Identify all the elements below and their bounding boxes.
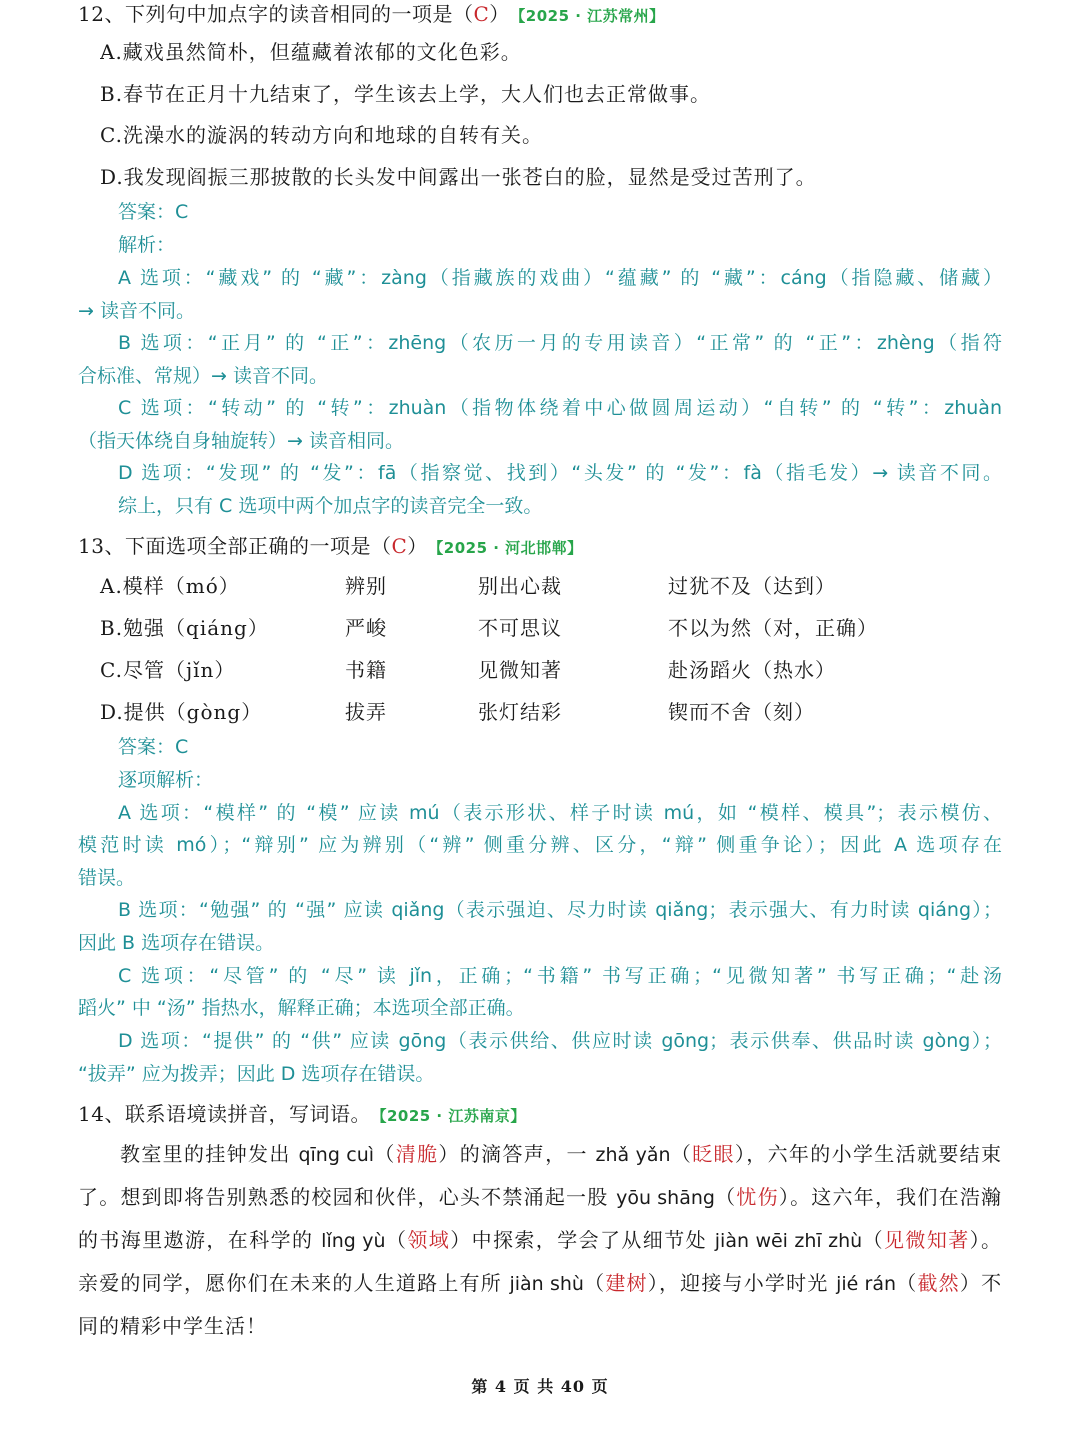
q13-option-row-a (100, 572, 1000, 602)
q12-analysis-line: D 选项：“发现” 的 “发”：fā（指察觉、找到）“头发” 的 “发”：fà（指毛发）→ 读音不同。 (118, 462, 1002, 484)
q12-option-a: A.藏戏虽然简朴，但蕴藏着浓郁的文化色彩。 (100, 40, 522, 64)
paragraph-text: ），六年的小学生活就要结束了。想到即将告别熟悉的校园和伙伴，心头不禁涌起一股 (78, 1142, 1003, 1209)
q14-source-tag: 【2025 · 江苏南京】 (378, 1107, 526, 1125)
paragraph-text: 教室里的挂钟发出 (120, 1142, 299, 1166)
q13-analysis-line: C 选项：“尽管” 的 “尽” 读 jǐn，正确；“书籍” 书写正确；“见微知著” 书写正确；“赴汤 (118, 965, 1002, 987)
q13-cell: 别出心裁 (478, 574, 562, 598)
paragraph-text: （ (374, 1142, 396, 1166)
filled-answer: 忧伤 (736, 1185, 779, 1209)
paragraph-text: ）的滴答声，一 (438, 1142, 596, 1166)
q13-cell: 辨别 (345, 574, 387, 598)
paragraph-text: （ (385, 1228, 408, 1252)
q12-option-b: B.春节在正月十九结束了，学生该去上学，大人们也去正常做事。 (100, 82, 712, 106)
q13-cell: 过犹不及（达到） (668, 574, 836, 598)
q13-option-row-b (100, 614, 1000, 644)
q13-cell: C.尽管（jǐn） (100, 658, 236, 682)
q13-cell: 拔弄 (345, 700, 387, 724)
q13-source-tag: 【2025 · 河北邯郸】 (435, 539, 583, 557)
q13-analysis-line: A 选项：“模样” 的 “模” 应读 mú（表示形状、样子时读 mú，如 “模样、模具”；表示模仿、 (118, 802, 1002, 824)
q13-answer: 答案：C (118, 736, 189, 758)
filled-answer: 眨眼 (692, 1142, 735, 1166)
q12-analysis-line: B 选项：“正月” 的 “正”：zhēng（农历一月的专用读音）“正常” 的 “正”：zhèng（指符 (118, 332, 1002, 354)
q13-cell: 不以为然（对，正确） (668, 616, 878, 640)
q13-stem (78, 532, 1002, 562)
pinyin-prompt: jiàn shù (509, 1273, 584, 1295)
q12-answer-letter: C (473, 2, 490, 26)
filled-answer: 领域 (407, 1228, 451, 1252)
q13-cell: B.勉强（qiáng） (100, 616, 269, 640)
q12-analysis-line: → 读音不同。 (78, 300, 195, 322)
q13-analysis-line: D 选项：“提供” 的 “供” 应读 gōng（表示供给、供应时读 gōng；表示供奉、供品时读 gòng）； (118, 1030, 1002, 1052)
q13-analysis-line: “拔弄” 应为拨弄；因此 D 选项存在错误。 (78, 1063, 435, 1085)
q13-stem-close: ） (407, 534, 428, 558)
filled-answer: 建树 (605, 1271, 648, 1295)
pinyin-prompt: jié rán (836, 1273, 897, 1295)
q13-cell: 赴汤蹈火（热水） (668, 658, 836, 682)
q13-cell: A.模样（mó） (100, 574, 240, 598)
paragraph-text: （ (714, 1185, 737, 1209)
q13-option-row-d (100, 698, 1000, 728)
q13-cell: 张灯结彩 (478, 700, 562, 724)
q13-stem-text: 13、下面选项全部正确的一项是（ (78, 534, 392, 558)
q13-analysis-line: 蹈火” 中 “汤” 指热水，解释正确；本选项全部正确。 (78, 997, 525, 1019)
q13-cell: D.提供（gòng） (100, 700, 263, 724)
q12-analysis-title: 解析： (118, 234, 176, 256)
q12-stem-close: ） (489, 2, 510, 26)
q13-cell: 不可思议 (478, 616, 562, 640)
paragraph-text: ）中探索，学会了从细节处 (450, 1228, 715, 1252)
paragraph-text: （ (670, 1142, 693, 1166)
q12-option-d: D.我发现阎振三那披散的长头发中间露出一张苍白的脸，显然是受过苦刑了。 (100, 165, 817, 189)
paragraph-text: ）。亲爱的同学，愿你们在未来的人生道路上有所 (78, 1228, 1003, 1295)
filled-answer: 清脆 (395, 1142, 439, 1166)
page-number: 第 4 页 共 40 页 (471, 1377, 609, 1396)
pinyin-prompt: yōu shāng (616, 1187, 715, 1209)
q14-stem-text: 14、联系语境读拼音，写词语。 (78, 1102, 371, 1126)
q13-analysis-line: 错误。 (78, 867, 136, 889)
paragraph-text: （ (862, 1228, 885, 1252)
paragraph-text: ）。这六年，我们在浩瀚的书海里遨游，在科学的 (78, 1185, 1003, 1252)
q12-option-c: C.洗澡水的漩涡的转动方向和地球的自转有关。 (100, 123, 543, 147)
q13-cell: 锲而不舍（刻） (668, 700, 815, 724)
q12-analysis-line: 合标准、常规）→ 读音不同。 (78, 365, 328, 387)
paragraph-text: ），迎接与小学时光 (647, 1271, 837, 1295)
q13-analysis-line: 模范时读 mó）；“辩别” 应为辨别（“辨” 侧重分辨、区分，“辩” 侧重争论）；因此 A 选项存在 (78, 834, 1002, 856)
paragraph-text: （ (896, 1271, 918, 1295)
q12-analysis-line: A 选项：“藏戏” 的 “藏”：zàng（指藏族的戏曲）“蕴藏” 的 “藏”：cáng（指隐藏、储藏） (118, 267, 1002, 289)
pinyin-prompt: zhǎ yǎn (595, 1144, 671, 1166)
q12-analysis-line: C 选项：“转动” 的 “转”：zhuàn（指物体绕着中心做圆周运动）“自转” 的 “转”：zhuàn (118, 397, 1002, 419)
q13-analysis-line: B 选项：“勉强” 的 “强” 应读 qiǎng（表示强迫、尽力时读 qiǎng；表示强大、有力时读 qiáng）； (118, 899, 1002, 921)
q13-answer-letter: C (391, 534, 408, 558)
q12-answer: 答案：C (118, 201, 189, 223)
q12-stem-text: 12、下列句中加点字的读音相同的一项是（ (78, 2, 474, 26)
pinyin-prompt: lǐng yù (321, 1230, 386, 1252)
pinyin-prompt: jiàn wēi zhī zhù (714, 1230, 863, 1252)
q13-option-row-c (100, 656, 1000, 686)
q13-cell: 严峻 (345, 616, 387, 640)
q12-analysis-line: 综上，只有 C 选项中两个加点字的读音完全一致。 (118, 495, 543, 517)
paragraph-text: ）不同的精彩中学生活！ (78, 1271, 1003, 1338)
q13-analysis-line: 因此 B 选项存在错误。 (78, 932, 275, 954)
q13-analysis-title: 逐项解析： (118, 769, 214, 791)
q13-cell: 书籍 (345, 658, 387, 682)
q12-source-tag: 【2025 · 江苏常州】 (517, 7, 665, 25)
paragraph-text: （ (583, 1271, 606, 1295)
q12-analysis-line: （指天体绕自身轴旋转）→ 读音相同。 (78, 430, 404, 452)
q14-paragraph (78, 1133, 1002, 1347)
q12-stem (78, 0, 1002, 30)
filled-answer: 见微知著 (884, 1228, 970, 1252)
filled-answer: 截然 (917, 1271, 960, 1295)
pinyin-prompt: qīng cuì (298, 1144, 375, 1166)
q14-stem (78, 1100, 1002, 1130)
q13-cell: 见微知著 (478, 658, 562, 682)
